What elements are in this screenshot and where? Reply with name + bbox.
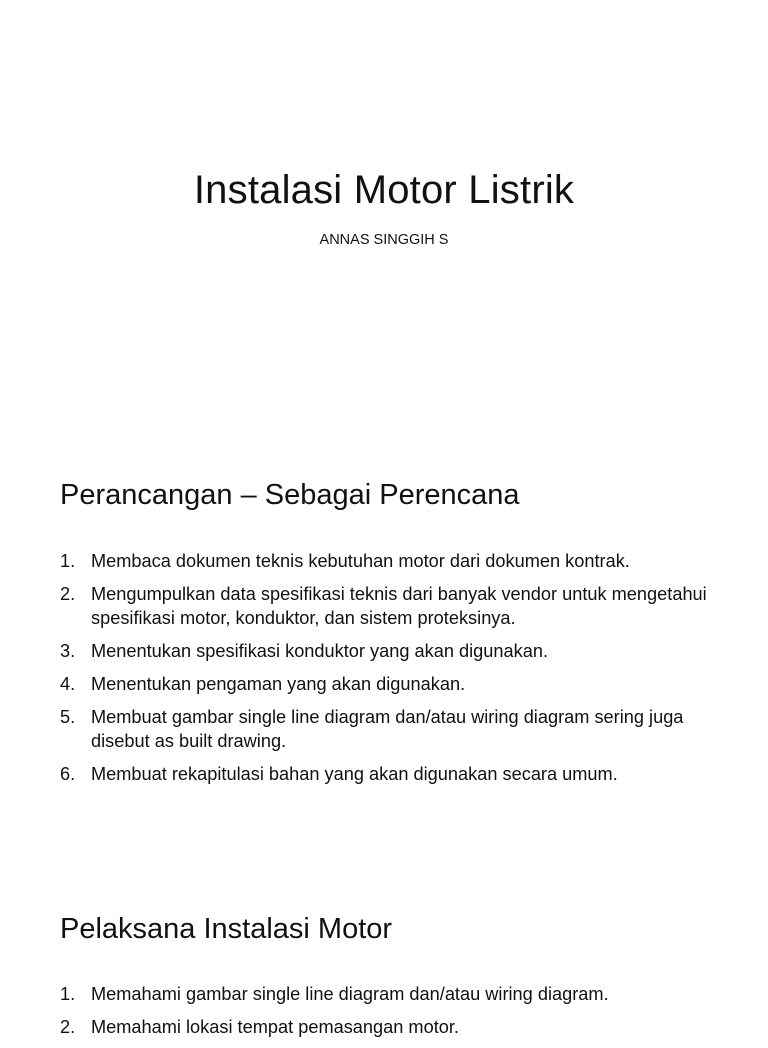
pelaksana-slide (0, 864, 768, 1037)
list-item-text: Membuat gambar single line diagram dan/atau wiring diagram sering juga disebut as built drawing. (91, 707, 684, 751)
list-item-text: Membaca dokumen teknis kebutuhan motor dari dokumen kontrak. (91, 551, 630, 571)
author-name: ANNAS SINGGIH S (319, 232, 449, 248)
list-number: 1. (60, 984, 76, 1004)
list-item (60, 982, 728, 1006)
list-item-text: Mengumpulkan data spesifikasi teknis dari banyak vendor untuk mengetahui spesifikasi motor, konduktor, dan sistem proteksinya. (91, 584, 707, 628)
list-number: 4. (60, 674, 76, 694)
list-number: 1. (60, 551, 76, 571)
list-number: 3. (60, 641, 76, 661)
presentation-title: Instalasi Motor Listrik (193, 168, 575, 212)
pelaksana-list (60, 982, 728, 1048)
slide-title: Perancangan – Sebagai Perencana (60, 479, 520, 511)
list-item-text: Membuat rekapitulasi bahan yang akan digunakan secara umum. (91, 764, 618, 784)
list-number: 2. (60, 1017, 76, 1037)
list-item (60, 762, 728, 786)
list-item-text: Memahami gambar single line diagram dan/atau wiring diagram. (91, 984, 609, 1004)
list-item (60, 582, 728, 630)
list-item-text: Memahami lokasi tempat pemasangan motor. (91, 1017, 459, 1037)
list-number: 2. (60, 584, 76, 604)
list-item (60, 672, 728, 696)
title-slide (0, 0, 768, 432)
list-item (60, 639, 728, 663)
list-number: 6. (60, 764, 76, 784)
list-item (60, 705, 728, 753)
list-item-text: Menentukan pengaman yang akan digunakan. (91, 674, 466, 694)
perancangan-slide (0, 432, 768, 864)
perancangan-list (60, 549, 728, 795)
list-item-text: Menentukan spesifikasi konduktor yang akan digunakan. (91, 641, 549, 661)
slide-title: Pelaksana Instalasi Motor (60, 913, 393, 945)
list-item (60, 549, 728, 573)
list-item (60, 1015, 728, 1039)
list-number: 5. (60, 707, 76, 727)
